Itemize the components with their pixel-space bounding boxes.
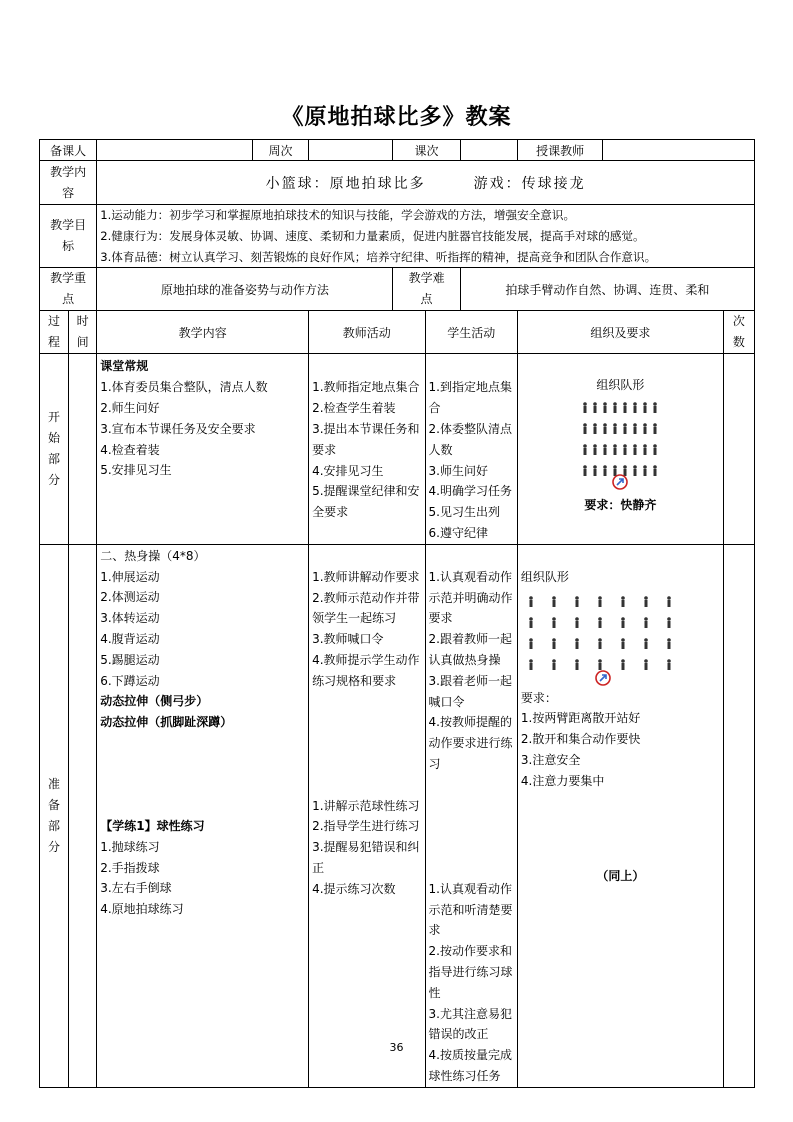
list-item: 4.明确学习任务 <box>428 484 512 499</box>
prep-student <box>425 544 517 1087</box>
list-item: 1.讲解示范球性练习 <box>312 798 420 813</box>
content-row <box>40 161 755 205</box>
difficulty-text: 拍球手臂动作自然、协调、连贯、柔和 <box>460 268 754 311</box>
list-item: 2.散开和集合动作要快 <box>520 732 641 747</box>
list-item: 1.教师讲解动作要求 <box>312 569 420 584</box>
student-icon <box>598 596 602 607</box>
keypoints-row <box>40 268 755 311</box>
page-title: 《原地拍球比多》教案 <box>281 105 512 130</box>
key-text: 原地拍球的准备姿势与动作方法 <box>97 268 393 311</box>
list-item: 1.体育委员集合整队，清点人数 <box>100 380 268 395</box>
student-icon <box>624 445 628 456</box>
student-icon <box>614 445 618 456</box>
student-icon <box>552 659 556 670</box>
list-item: 2.体委整队清点人数 <box>428 421 512 457</box>
prep-section-row <box>40 544 755 1087</box>
start-count <box>723 354 754 544</box>
list-item: 4.注意力要集中 <box>520 773 605 788</box>
student-icon <box>604 403 608 414</box>
list-item: 3.尤其注意易犯错误的改正 <box>428 1006 512 1042</box>
formation-diagram <box>570 394 670 494</box>
student-icon <box>667 638 671 649</box>
start-section-row <box>40 354 755 544</box>
start-student <box>425 354 517 544</box>
student-icon <box>644 403 648 414</box>
student-icon <box>529 617 533 628</box>
start-time <box>69 354 97 544</box>
student-icon <box>614 466 618 477</box>
start-section-label: 开始部分 <box>40 354 69 544</box>
list-item: 4.按质按量完成球性练习任务 <box>428 1048 512 1083</box>
student-icon <box>654 466 658 477</box>
list-item: 6.下蹲运动 <box>100 673 160 688</box>
student-icon <box>614 403 618 414</box>
student-icon <box>529 659 533 670</box>
student-icon <box>604 424 608 435</box>
list-item: 1.到指定地点集合 <box>428 380 512 416</box>
list-item: 3.师生问好 <box>428 463 488 478</box>
list-item: 动态拉伸（抓脚趾深蹲） <box>100 715 233 730</box>
start-requirement: 要求：快静齐 <box>584 498 657 513</box>
student-icon <box>575 596 579 607</box>
list-item: 3.提出本节课任务和要求 <box>312 421 420 457</box>
content-text: 小篮球：原地拍球比多 游戏：传球接龙 <box>97 161 755 205</box>
lesson-plan-table <box>39 139 755 1088</box>
goal-item: 3.体育品德：树立认真学习、刻苦锻炼的良好作风；培养守纪律、听指挥的精神，提高竞争和团队合作意识。 <box>100 249 657 264</box>
list-item: 2.检查学生着装 <box>312 401 396 416</box>
list-item: 3.提醒易犯错误和纠正 <box>312 840 420 875</box>
student-icon <box>529 638 533 649</box>
list-item: 6.遵守纪律 <box>428 525 488 540</box>
start-content <box>97 354 309 544</box>
preparer-label: 备课人 <box>40 140 97 161</box>
page-number: 36 <box>389 1041 404 1054</box>
same-as-above: （同上） <box>596 868 645 883</box>
col-teacher: 教师活动 <box>309 311 425 354</box>
student-icon <box>634 403 638 414</box>
list-item: 1.认真观看动作示范并明确动作要求 <box>428 569 513 626</box>
prep-organization <box>517 544 723 1087</box>
student-icon <box>584 466 588 477</box>
routine-heading: 课堂常规 <box>100 359 149 374</box>
list-item: 3.体转运动 <box>100 611 160 626</box>
col-count: 次数 <box>723 311 754 354</box>
list-item: 4.腹背运动 <box>100 631 160 646</box>
list-item: 4.提示练习次数 <box>312 881 396 896</box>
list-item: 3.宣布本节课任务及安全要求 <box>100 421 256 436</box>
student-icon <box>667 659 671 670</box>
start-organization <box>517 354 723 544</box>
start-teacher <box>309 354 425 544</box>
list-item: 3.教师喊口令 <box>312 632 384 647</box>
list-item: 5.提醒课堂纪律和安全要求 <box>312 484 420 520</box>
prep-teacher <box>309 544 425 1087</box>
teacher-label: 授课教师 <box>517 140 602 161</box>
student-icon <box>621 596 625 607</box>
prep-time <box>69 544 97 1087</box>
prep-section-label: 准备部分 <box>40 544 69 1087</box>
content-label: 教学内容 <box>40 161 97 205</box>
column-header-row <box>40 311 755 354</box>
prep-content <box>97 544 309 1087</box>
prep-count <box>723 544 754 1087</box>
practice-heading: 【学练1】球性练习 <box>100 818 205 833</box>
list-item: 1.抛球练习 <box>100 839 160 854</box>
list-item: 4.原地拍球练习 <box>100 902 184 917</box>
student-icon <box>634 466 638 477</box>
org-title: 组织队形 <box>520 569 569 584</box>
student-icon <box>584 424 588 435</box>
lesson-value <box>460 140 517 161</box>
student-icon <box>624 424 628 435</box>
student-icon <box>644 424 648 435</box>
student-icon <box>552 638 556 649</box>
goal-item: 1.运动能力：初步学习和掌握原地拍球技术的知识与技能，学会游戏的方法，增强安全意识。 <box>100 208 576 222</box>
list-item: 5.见习生出列 <box>428 505 500 520</box>
teacher-icon <box>596 671 610 685</box>
student-icon <box>584 403 588 414</box>
student-icon <box>575 617 579 628</box>
week-value <box>309 140 393 161</box>
student-icon <box>594 403 598 414</box>
formation-diagram <box>521 588 681 688</box>
teacher-icon <box>613 475 627 489</box>
student-icon <box>552 596 556 607</box>
student-icon <box>644 596 648 607</box>
list-item: 1.按两臂距离散开站好 <box>520 711 641 726</box>
key-label: 教学重点 <box>40 268 97 311</box>
student-icon <box>529 596 533 607</box>
student-icon <box>604 445 608 456</box>
list-item: 2.指导学生进行练习 <box>312 819 420 834</box>
teacher-value <box>603 140 755 161</box>
student-icon <box>624 403 628 414</box>
list-item: 2.跟着教师一起认真做热身操 <box>428 632 512 667</box>
list-item: 1.伸展运动 <box>100 569 160 584</box>
col-student: 学生活动 <box>425 311 517 354</box>
requirements-title: 要求： <box>520 690 557 705</box>
col-organization: 组织及要求 <box>517 311 723 354</box>
student-icon <box>644 659 648 670</box>
goals-list <box>97 205 755 268</box>
student-icon <box>575 659 579 670</box>
warmup-heading: 二、热身操（4*8） <box>100 548 206 563</box>
student-icon <box>644 638 648 649</box>
student-icon <box>634 445 638 456</box>
col-content: 教学内容 <box>97 311 309 354</box>
student-icon <box>621 659 625 670</box>
list-item: 3.跟着老师一起喊口令 <box>428 673 512 709</box>
student-icon <box>552 617 556 628</box>
lesson-label: 课次 <box>393 140 460 161</box>
student-icon <box>654 424 658 435</box>
preparer-value <box>97 140 253 161</box>
student-icon <box>614 424 618 435</box>
student-icon <box>621 617 625 628</box>
student-icon <box>667 617 671 628</box>
student-icon <box>598 659 602 670</box>
list-item: 2.按动作要求和指导进行练习球性 <box>428 944 513 1000</box>
list-item: 1.认真观看动作示范和听清楚要求 <box>428 881 513 938</box>
list-item: 3.注意安全 <box>520 752 581 767</box>
org-title: 组织队形 <box>596 378 645 393</box>
goals-row <box>40 205 755 268</box>
student-icon <box>654 445 658 456</box>
student-icon <box>594 445 598 456</box>
list-item: 2.教师示范动作并带领学生一起练习 <box>312 590 420 626</box>
week-label: 周次 <box>252 140 308 161</box>
list-item: 4.安排见习生 <box>312 463 384 478</box>
list-item: 5.安排见习生 <box>100 463 172 478</box>
list-item: 动态拉伸（侧弓步） <box>100 694 209 709</box>
header-row <box>40 140 755 161</box>
list-item: 4.按教师提醒的动作要求进行练习 <box>428 715 513 771</box>
difficulty-label: 教学难点 <box>393 268 460 311</box>
student-icon <box>575 638 579 649</box>
list-item: 2.师生问好 <box>100 400 160 415</box>
prep-requirements <box>521 688 720 792</box>
student-icon <box>634 424 638 435</box>
student-icon <box>594 424 598 435</box>
list-item: 4.教师提示学生动作练习规格和要求 <box>312 652 420 688</box>
list-item: 1.教师指定地点集合 <box>312 380 420 395</box>
goals-label: 教学目标 <box>40 205 97 268</box>
col-process: 过程 <box>40 311 69 354</box>
student-icon <box>621 638 625 649</box>
list-item: 2.手指拨球 <box>100 860 160 875</box>
list-item: 4.检查着装 <box>100 442 160 457</box>
student-icon <box>654 403 658 414</box>
student-icon <box>598 638 602 649</box>
student-icon <box>624 466 628 477</box>
student-icon <box>584 445 588 456</box>
student-icon <box>604 466 608 477</box>
student-icon <box>598 617 602 628</box>
list-item: 5.踢腿运动 <box>100 652 160 667</box>
goal-item: 2.健康行为：发展身体灵敏、协调、速度、柔韧和力量素质，促进内脏器官技能发展，提高手对球的感觉。 <box>100 228 645 243</box>
list-item: 2.体测运动 <box>100 590 160 605</box>
student-icon <box>667 596 671 607</box>
student-icon <box>594 466 598 477</box>
col-time: 时间 <box>69 311 97 354</box>
student-icon <box>644 466 648 477</box>
student-icon <box>644 445 648 456</box>
student-icon <box>644 617 648 628</box>
list-item: 3.左右手倒球 <box>100 881 172 896</box>
